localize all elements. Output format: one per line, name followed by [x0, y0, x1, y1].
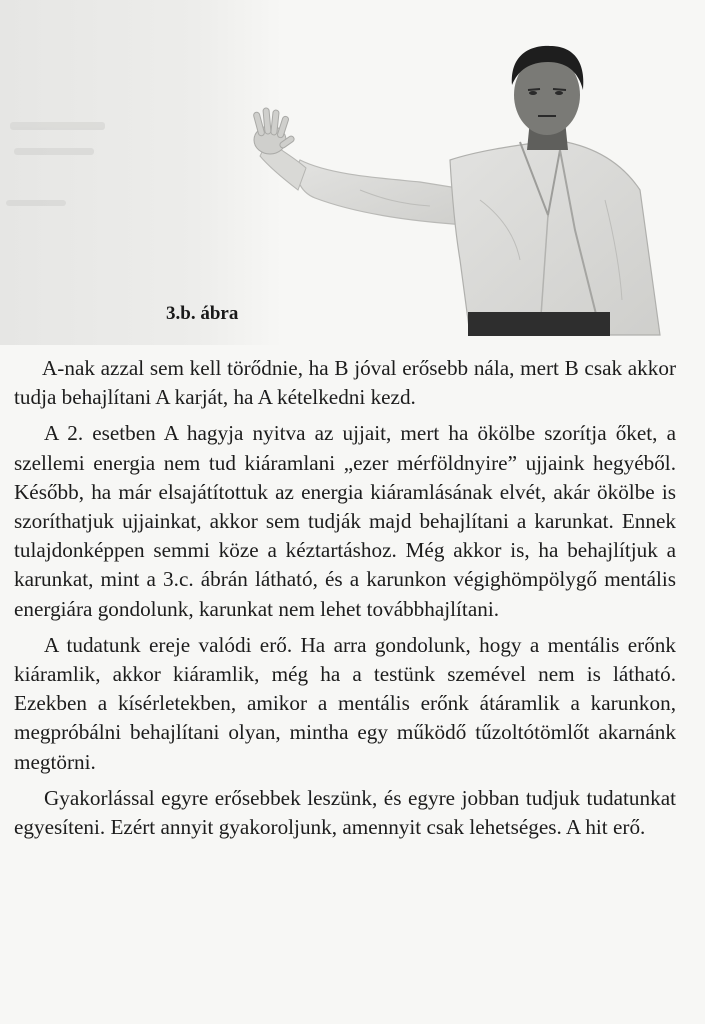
paragraph-4: Gyakorlással egyre erősebbek leszünk, és egyre jobban tudjuk tudatunkat egyesíteni. Ezért annyit gyakoroljunk, amennyit csak lehetséges. A hit erő. — [14, 785, 676, 840]
man-in-gi-photo — [0, 0, 705, 345]
paragraph-1: A-nak azzal sem kell törődnie, ha B jóval erősebb nála, mert B csak akkor tudja behajlítani A karját, ha A kételkedni kezd. — [14, 356, 676, 410]
body-text — [14, 354, 676, 849]
belt — [468, 312, 610, 336]
figure-caption: 3.b. ábra — [166, 303, 239, 324]
paragraph-2: A 2. esetben A hagyja nyitva az ujjait, mert ha ökölbe szorítja őket, a szellemi energia nem tud kiáramlani „ezer mérföldnyire” ujjaink hegyéből. Később, ha már elsajátítottuk az energia kiáramlásának elvét, akár ökölbe is szoríthatjuk ujjainkat, akkor sem tudják majd behajlítani a karunkat. Ennek tulajdonképpen semmi köze a kéztartáshoz. Még akkor is, ha behajlítjuk a karunkat, mint a 3.c. ábrán látható, és a karunkon végighömpölygő mentális energiára gondolunk, karunkat nem lehet továbbhajlítani. — [14, 421, 676, 621]
figure-photo — [0, 0, 705, 345]
paragraph-3: A tudatunk ereje valódi erő. Ha arra gondolunk, hogy a mentális erőnk kiáramlik, akkor kiáramlik, még ha a testünk szemével nem is látható. Ezekben a kísérletekben, amikor a mentális erőnk átáramlik a karunkon, megpróbálni behajlítani olyan, mintha egy működő tűzoltótömlőt akarnánk megtörni. — [14, 632, 676, 774]
